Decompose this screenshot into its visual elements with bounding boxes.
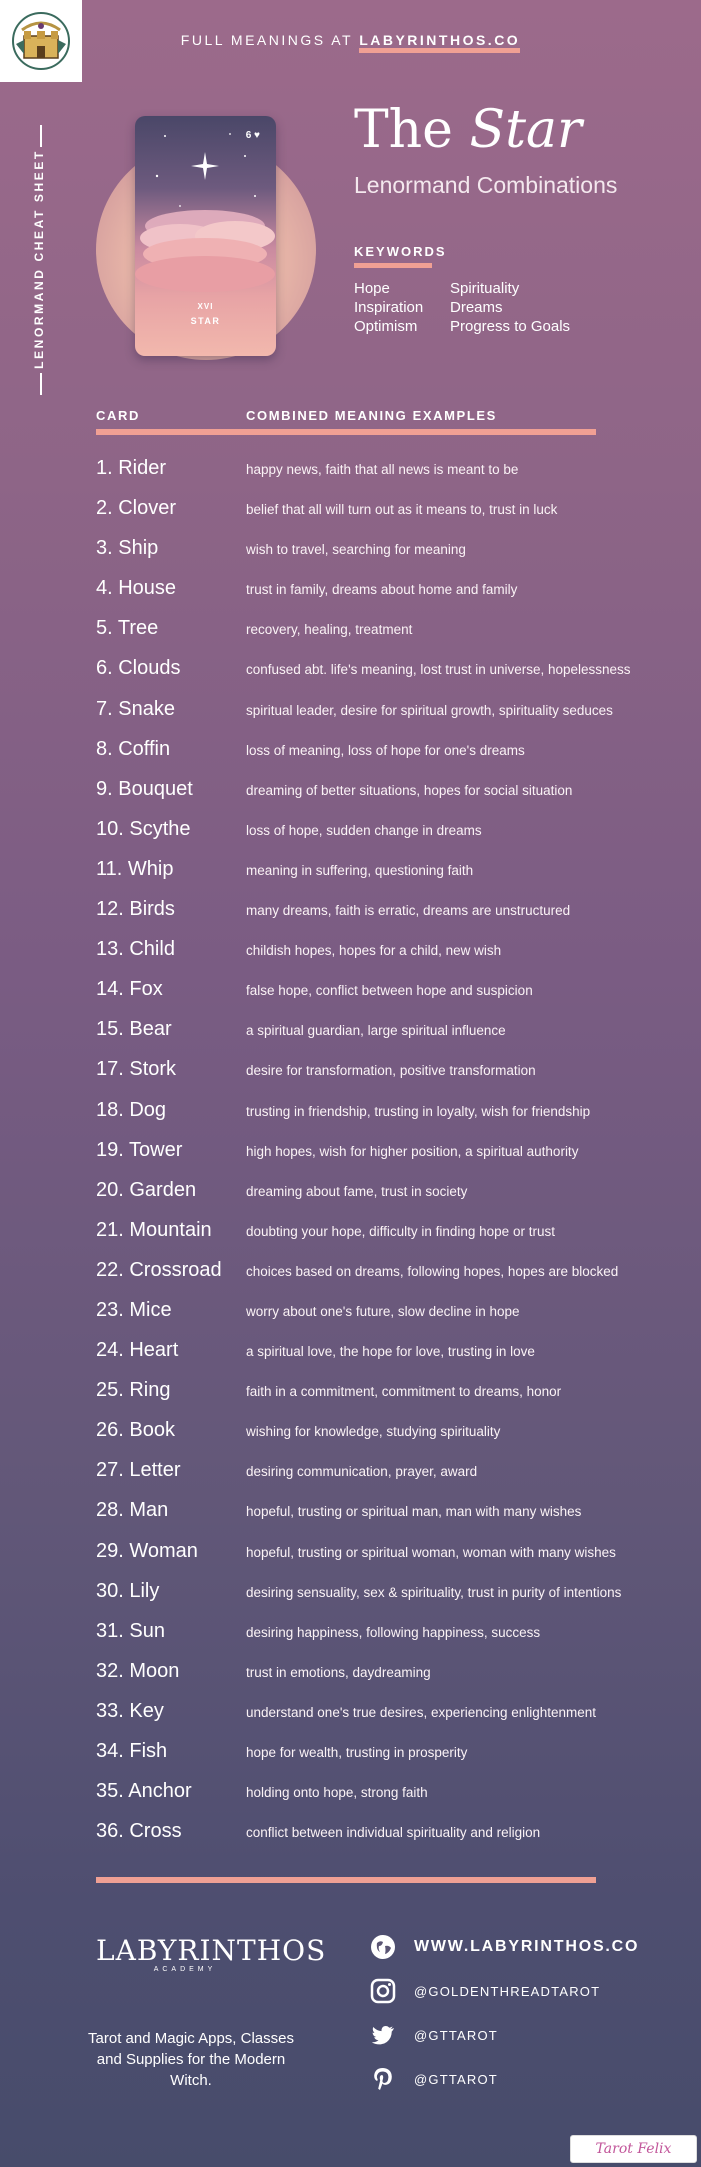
- card-name-cell: 23. Mice: [96, 1298, 172, 1321]
- table-row: [96, 970, 656, 1010]
- meaning-cell: trusting in friendship, trusting in loyalty, wish for friendship: [246, 1103, 591, 1119]
- table-row: [96, 1171, 656, 1211]
- table-row: [96, 1692, 656, 1732]
- website-text: WWW.LABYRINTHOS.CO: [414, 1938, 640, 1955]
- keyword: Dreams: [450, 299, 503, 316]
- meaning-cell: doubting your hope, difficulty in finding hope or trust: [246, 1223, 555, 1239]
- table-header-card: CARD: [96, 408, 140, 423]
- keyword: Inspiration: [354, 299, 424, 316]
- twitter-bird-icon: [370, 2022, 396, 2048]
- table-row: [96, 1010, 656, 1050]
- table-row: [96, 1532, 656, 1572]
- card-name-cell: 12. Birds: [96, 898, 175, 921]
- meaning-cell: conflict between individual spirituality and religion: [246, 1825, 541, 1841]
- table-row: [96, 890, 656, 930]
- meaning-cell: false hope, conflict between hope and suspicion: [246, 983, 533, 999]
- card-name-cell: 7. Snake: [96, 697, 175, 720]
- table-row: [96, 1812, 656, 1852]
- meaning-cell: worry about one's future, slow decline in hope: [246, 1303, 520, 1319]
- table-row: [96, 730, 656, 770]
- meaning-cell: dreaming about fame, trust in society: [246, 1183, 468, 1199]
- table-row: [96, 649, 656, 689]
- table-row: [96, 1251, 656, 1291]
- header-prefix: FULL MEANINGS AT: [180, 32, 360, 48]
- table-row: [96, 489, 656, 529]
- card-name-cell: 30. Lily: [96, 1579, 160, 1602]
- table-row: [96, 1211, 656, 1251]
- instagram-link[interactable]: [370, 1978, 670, 2006]
- page-subtitle: Lenormand Combinations: [354, 172, 618, 198]
- meaning-cell: loss of meaning, loss of hope for one's dreams: [246, 742, 525, 758]
- card-name-cell: 9. Bouquet: [96, 777, 193, 800]
- footer-tagline: Tarot and Magic Apps, Classes and Supplies for the Modern Witch.: [88, 2030, 294, 2089]
- card-name-cell: 22. Crossroad: [96, 1258, 222, 1281]
- card-name-cell: 33. Key: [96, 1699, 164, 1722]
- card-name-cell: 19. Tower: [96, 1138, 183, 1161]
- table-row: [96, 569, 656, 609]
- meaning-cell: spiritual leader, desire for spiritual growth, spirituality seduces: [246, 702, 613, 718]
- table-row: [96, 1091, 656, 1131]
- meaning-cell: holding onto hope, strong faith: [246, 1785, 428, 1801]
- card-name-cell: 5. Tree: [96, 617, 159, 640]
- card-name-cell: 6. Clouds: [96, 657, 181, 680]
- table-row: [96, 1331, 656, 1371]
- pinterest-link[interactable]: [370, 2066, 670, 2094]
- meaning-cell: faith in a commitment, commitment to dreams, honor: [246, 1384, 562, 1400]
- header-banner: [0, 32, 701, 48]
- meaning-cell: a spiritual guardian, large spiritual influence: [246, 1023, 506, 1039]
- table-row: [96, 1291, 656, 1331]
- card-name-cell: 2. Clover: [96, 497, 177, 520]
- table-row: [96, 1612, 656, 1652]
- table-row: [96, 690, 656, 730]
- keyword: Hope: [354, 280, 390, 297]
- meaning-cell: many dreams, faith is erratic, dreams are unstructured: [246, 903, 571, 919]
- card-name-cell: 36. Cross: [96, 1820, 182, 1843]
- card-name-cell: 4. House: [96, 577, 177, 600]
- keywords-heading: KEYWORDS: [354, 244, 447, 259]
- card-name-cell: 11. Whip: [96, 857, 174, 880]
- card-name-cell: 29. Woman: [96, 1539, 198, 1562]
- table-row: [96, 1411, 656, 1451]
- meaning-cell: a spiritual love, the hope for love, trusting in love: [246, 1344, 535, 1360]
- keywords-underline: [354, 263, 432, 268]
- keyword: Optimism: [354, 318, 418, 335]
- meaning-cell: dreaming of better situations, hopes for social situation: [246, 782, 573, 798]
- keyword: Spirituality: [450, 280, 520, 297]
- meaning-cell: hopeful, trusting or spiritual woman, woman with many wishes: [246, 1544, 616, 1560]
- meaning-cell: happy news, faith that all news is meant to be: [246, 462, 519, 477]
- table-row: [96, 1652, 656, 1692]
- card-roman-numeral: XVI: [197, 302, 214, 311]
- keywords-column-2: [450, 279, 570, 336]
- card-name-cell: 1. Rider: [96, 457, 167, 479]
- card-name-cell: 28. Man: [96, 1499, 169, 1522]
- meaning-cell: desiring sensuality, sex & spirituality, trust in purity of intentions: [246, 1584, 622, 1600]
- card-name-cell: 32. Moon: [96, 1659, 180, 1682]
- twitter-handle: @GTTAROT: [414, 2028, 498, 2043]
- table-row: [96, 1371, 656, 1411]
- card-name-cell: 8. Coffin: [96, 737, 171, 760]
- page-title: [354, 100, 582, 160]
- table-row: [96, 1732, 656, 1772]
- card-name-cell: 21. Mountain: [96, 1218, 212, 1241]
- table-row: [96, 529, 656, 569]
- card-name-cell: 20. Garden: [96, 1178, 197, 1201]
- card-name-cell: 31. Sun: [96, 1619, 165, 1642]
- keyword: Progress to Goals: [450, 318, 571, 335]
- card-name-cell: 35. Anchor: [96, 1780, 192, 1803]
- card-name-cell: 18. Dog: [96, 1098, 167, 1121]
- footer-brand-subtitle: ACADEMY: [153, 1966, 217, 1973]
- meaning-cell: hopeful, trusting or spiritual man, man with many wishes: [246, 1504, 582, 1520]
- card-name-cell: 24. Heart: [96, 1339, 179, 1362]
- meaning-cell: trust in emotions, daydreaming: [246, 1664, 431, 1680]
- meaning-cell: wishing for knowledge, studying spirituality: [246, 1424, 501, 1440]
- table-row: [96, 810, 656, 850]
- meaning-cell: meaning in suffering, questioning faith: [246, 862, 474, 878]
- card-name-cell: 10. Scythe: [96, 817, 191, 840]
- tarot-felix-badge[interactable]: [570, 2135, 697, 2163]
- table-top-rule: [96, 429, 596, 435]
- table-row: [96, 1491, 656, 1531]
- meaning-cell: hope for wealth, trusting in prosperity: [246, 1745, 468, 1760]
- table-row: [96, 930, 656, 970]
- card-name-cell: 13. Child: [96, 938, 175, 961]
- meaning-cell: desiring communication, prayer, award: [246, 1464, 478, 1480]
- card-name-cell: 14. Fox: [96, 978, 163, 1001]
- twitter-link[interactable]: [370, 2022, 670, 2050]
- meaning-cell: childish hopes, hopes for a child, new wish: [246, 943, 502, 959]
- card-name-cell: 15. Bear: [96, 1018, 172, 1041]
- meaning-cell: wish to travel, searching for meaning: [246, 542, 466, 558]
- table-header-meaning: COMBINED MEANING EXAMPLES: [246, 408, 497, 423]
- card-name-cell: 17. Stork: [96, 1058, 177, 1081]
- pinterest-handle: @GTTAROT: [414, 2072, 498, 2087]
- side-divider-bottom: [40, 373, 42, 395]
- meaning-cell: desire for transformation, positive transformation: [246, 1063, 536, 1079]
- card-name-cell: 27. Letter: [96, 1459, 181, 1482]
- table-bottom-rule: [96, 1877, 596, 1883]
- side-divider-top: [40, 125, 42, 147]
- star-card-image: [135, 116, 276, 356]
- instagram-handle: @GOLDENTHREADTAROT: [414, 1984, 601, 1999]
- meaning-cell: choices based on dreams, following hopes, hopes are blocked: [246, 1263, 619, 1279]
- meaning-cell: loss of hope, sudden change in dreams: [246, 822, 482, 838]
- website-link[interactable]: [370, 1934, 670, 1962]
- meaning-cell: recovery, healing, treatment: [246, 622, 413, 638]
- globe-icon: [370, 1934, 396, 1960]
- title-italic: Star: [469, 100, 582, 160]
- title-plain: The: [354, 100, 470, 160]
- badge-text: Tarot Felix: [595, 2141, 672, 2157]
- footer-brand-logo[interactable]: LABYRINTHOS: [96, 1934, 327, 1967]
- keywords-column-1: [354, 279, 423, 336]
- table-row: [96, 609, 656, 649]
- combinations-table: [96, 449, 656, 1852]
- side-label: [32, 125, 46, 395]
- header-site-link[interactable]: LABYRINTHOS.CO: [359, 32, 520, 53]
- table-row: [96, 1131, 656, 1171]
- table-row: [96, 1772, 656, 1812]
- card-number: 6 ♥: [245, 130, 260, 141]
- side-label-text: LENORMAND CHEAT SHEET: [32, 149, 46, 369]
- meaning-cell: trust in family, dreams about home and family: [246, 582, 518, 598]
- meaning-cell: desiring happiness, following happiness, success: [246, 1624, 541, 1640]
- instagram-icon: [370, 1978, 396, 2004]
- card-name-cell: 34. Fish: [96, 1740, 168, 1762]
- table-row: [96, 1050, 656, 1090]
- card-name-cell: 3. Ship: [96, 537, 159, 560]
- meaning-cell: confused abt. life's meaning, lost trust in universe, hopelessness: [246, 662, 631, 678]
- meaning-cell: understand one's true desires, experiencing enlightenment: [246, 1704, 597, 1720]
- card-name-cell: 25. Ring: [96, 1379, 171, 1402]
- card-name: STAR: [190, 316, 221, 326]
- meaning-cell: belief that all will turn out as it means to, trust in luck: [246, 502, 558, 518]
- table-row: [96, 1572, 656, 1612]
- table-row: [96, 449, 656, 489]
- meaning-cell: high hopes, wish for higher position, a spiritual authority: [246, 1143, 579, 1159]
- table-row: [96, 850, 656, 890]
- table-row: [96, 1451, 656, 1491]
- star-icon: [191, 152, 219, 180]
- pinterest-icon: [370, 2066, 396, 2092]
- table-row: [96, 770, 656, 810]
- card-name-cell: 26. Book: [96, 1419, 175, 1442]
